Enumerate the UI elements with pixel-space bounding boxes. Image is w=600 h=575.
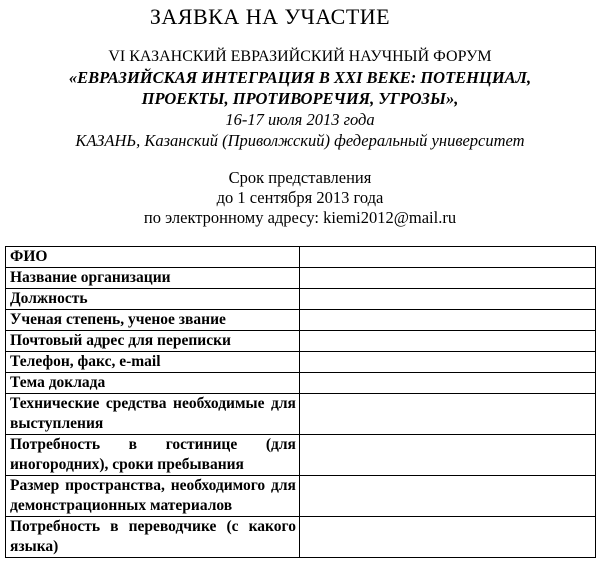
forum-theme-line-1: «ЕВРАЗИЙСКАЯ ИНТЕГРАЦИЯ В XXI ВЕКЕ: ПОТЕНЦИАЛ, — [68, 68, 532, 87]
forum-theme-line-2: ПРОЕКТЫ, ПРОТИВОРЕЧИЯ, УГРОЗЫ», — [141, 89, 459, 108]
forum-dates: 16-17 июля 2013 года — [225, 110, 375, 129]
table-row — [6, 331, 596, 352]
field-label-organization: Название организации — [6, 268, 300, 289]
field-label-report-topic: Тема доклада — [6, 373, 300, 394]
field-value-contacts[interactable] — [299, 352, 595, 373]
field-label-translator-need: Потребность в переводчике (с какого языка) — [6, 517, 300, 558]
field-label-position: Должность — [6, 289, 300, 310]
field-value-position[interactable] — [299, 289, 595, 310]
table-row — [6, 517, 596, 558]
field-label-postal-address: Почтовый адрес для переписки — [6, 331, 300, 352]
table-row — [6, 476, 596, 517]
field-label-technical-equipment: Технические средства необходимые для выступления — [6, 394, 300, 435]
table-row — [6, 373, 596, 394]
field-value-exhibit-space[interactable] — [299, 476, 595, 517]
table-row — [6, 268, 596, 289]
forum-name: VI КАЗАНСКИЙ ЕВРАЗИЙСКИЙ НАУЧНЫЙ ФОРУМ — [108, 48, 492, 65]
table-row — [6, 352, 596, 373]
field-label-full-name: ФИО — [6, 247, 300, 268]
field-value-translator-need[interactable] — [299, 517, 595, 558]
table-row — [6, 310, 596, 331]
application-form-table — [5, 246, 596, 558]
table-row — [6, 289, 596, 310]
field-value-report-topic[interactable] — [299, 373, 595, 394]
deadline-email-line: по электронному адресу: kiemi2012@mail.ru — [143, 208, 457, 227]
deadline-line-2: до 1 сентября 2013 года — [216, 188, 384, 207]
field-value-hotel-need[interactable] — [299, 435, 595, 476]
table-row — [6, 394, 596, 435]
field-value-academic-degree[interactable] — [299, 310, 595, 331]
forum-info — [40, 46, 560, 151]
deadline-info — [40, 168, 560, 228]
field-label-contacts: Телефон, факс, e-mail — [6, 352, 300, 373]
field-label-academic-degree: Ученая степень, ученое звание — [6, 310, 300, 331]
field-value-full-name[interactable] — [299, 247, 595, 268]
table-row — [6, 247, 596, 268]
field-value-organization[interactable] — [299, 268, 595, 289]
field-label-exhibit-space: Размер пространства, необходимого для демонстрационных материалов — [6, 476, 300, 517]
field-label-hotel-need: Потребность в гостинице (для иногородних), сроки пребывания — [6, 435, 300, 476]
page-title: ЗАЯВКА НА УЧАСТИЕ — [149, 4, 391, 29]
deadline-line-1: Срок представления — [228, 168, 372, 187]
field-value-technical-equipment[interactable] — [299, 394, 595, 435]
table-row — [6, 435, 596, 476]
field-value-postal-address[interactable] — [299, 331, 595, 352]
forum-place: КАЗАНЬ, Казанский (Приволжский) федеральный университет — [75, 131, 525, 150]
